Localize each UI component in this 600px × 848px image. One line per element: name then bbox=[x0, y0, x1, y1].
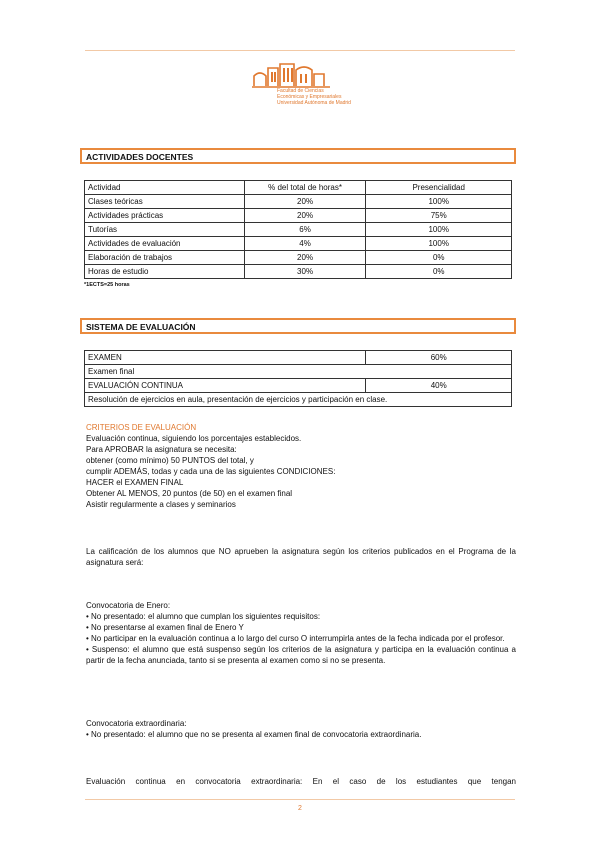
section-title-actividades: ACTIVIDADES DOCENTES bbox=[80, 148, 516, 164]
ects-note: *1ECTS=25 horas bbox=[84, 282, 130, 288]
evaluacion-table bbox=[84, 350, 512, 407]
table-cell: Tutorías bbox=[85, 223, 245, 237]
table-cell: EXAMEN bbox=[85, 351, 366, 365]
criterios-line: obtener (como mínimo) 50 PUNTOS del total, y bbox=[86, 456, 254, 465]
table-cell: 30% bbox=[244, 265, 366, 279]
table-row bbox=[85, 265, 512, 279]
table-row bbox=[85, 237, 512, 251]
table-cell: 20% bbox=[244, 209, 366, 223]
table-row bbox=[85, 251, 512, 265]
table-cell: 60% bbox=[366, 351, 512, 365]
enero-title: Convocatoria de Enero: bbox=[86, 601, 171, 610]
criterios-line: Asistir regularmente a clases y seminarios bbox=[86, 500, 236, 509]
table-row bbox=[85, 351, 512, 365]
footer-rule bbox=[85, 799, 515, 800]
table-row bbox=[85, 365, 512, 379]
enero-item: • No presentarse al examen final de Enero Y bbox=[86, 623, 244, 632]
logo-line: Económicas y Empresariales bbox=[277, 94, 342, 100]
calificacion-paragraph: La calificación de los alumnos que NO aprueben la asignatura según los criterios publicados en el Programa de la asignatura será: bbox=[86, 547, 516, 567]
enero-item: • Suspenso: el alumno que está suspenso según los criterios de la asignatura y participa en la evaluación continua a partir de la fecha anunciada, tanto si se presenta al examen como si no se presenta. bbox=[86, 645, 516, 665]
extraordinaria-title: Convocatoria extraordinaria: bbox=[86, 719, 187, 728]
table-cell: 0% bbox=[366, 265, 512, 279]
table-cell: Elaboración de trabajos bbox=[85, 251, 245, 265]
table-row bbox=[85, 379, 512, 393]
table-cell: Actividades de evaluación bbox=[85, 237, 245, 251]
table-cell: EVALUACIÓN CONTINUA bbox=[85, 379, 366, 393]
enero-block bbox=[86, 600, 516, 666]
table-cell: 75% bbox=[366, 209, 512, 223]
criterios-block bbox=[86, 422, 516, 510]
table-cell: 40% bbox=[366, 379, 512, 393]
table-cell: Horas de estudio bbox=[85, 265, 245, 279]
table-row bbox=[85, 393, 512, 407]
extraordinaria-block bbox=[86, 718, 516, 740]
table-cell: 100% bbox=[366, 223, 512, 237]
table-header-cell: Actividad bbox=[85, 181, 245, 195]
table-cell: Clases teóricas bbox=[85, 195, 245, 209]
criterios-line: cumplir ADEMÁS, todas y cada una de las siguientes CONDICIONES: bbox=[86, 467, 336, 476]
logo-line: Universidad Autónoma de Madrid bbox=[277, 100, 351, 106]
faculty-logo bbox=[250, 60, 360, 118]
enero-item: • No participar en la evaluación continua a lo largo del curso O interrumpirla antes de la fecha indicada por el profesor. bbox=[86, 634, 505, 643]
section-title-evaluacion: SISTEMA DE EVALUACIÓN bbox=[80, 318, 516, 334]
criterios-title: CRITERIOS DE EVALUACIÓN bbox=[86, 423, 197, 432]
table-header-cell: % del total de horas* bbox=[244, 181, 366, 195]
criterios-line: Para APROBAR la asignatura se necesita: bbox=[86, 445, 237, 454]
continua-extra-paragraph: Evaluación continua en convocatoria extraordinaria: En el caso de los estudiantes que tengan bbox=[86, 777, 516, 786]
criterios-line: Obtener AL MENOS, 20 puntos (de 50) en el examen final bbox=[86, 489, 293, 498]
table-cell: 100% bbox=[366, 237, 512, 251]
table-cell: Resolución de ejercicios en aula, presentación de ejercicios y participación en clase. bbox=[85, 393, 512, 407]
table-cell: 4% bbox=[244, 237, 366, 251]
logo-text bbox=[277, 88, 351, 106]
criterios-line: Evaluación continua, siguiendo los porcentajes establecidos. bbox=[86, 434, 302, 443]
table-header-row bbox=[85, 181, 512, 195]
actividades-table bbox=[84, 180, 512, 279]
extraordinaria-item: • No presentado: el alumno que no se presenta al examen final de convocatoria extraordinaria. bbox=[86, 730, 422, 739]
table-header-cell: Presencialidad bbox=[366, 181, 512, 195]
table-cell: 100% bbox=[366, 195, 512, 209]
table-row bbox=[85, 223, 512, 237]
table-cell: Actividades prácticas bbox=[85, 209, 245, 223]
page-number: 2 bbox=[298, 805, 302, 812]
table-cell: 20% bbox=[244, 251, 366, 265]
logo-line: Facultad de Ciencias bbox=[277, 88, 324, 94]
table-cell: 6% bbox=[244, 223, 366, 237]
criterios-line: HACER el EXAMEN FINAL bbox=[86, 478, 184, 487]
enero-item: • No presentado: el alumno que cumplan los siguientes requisitos: bbox=[86, 612, 321, 621]
table-row bbox=[85, 209, 512, 223]
building-logo-icon bbox=[250, 60, 360, 90]
table-row bbox=[85, 195, 512, 209]
table-cell: Examen final bbox=[85, 365, 512, 379]
header-rule bbox=[85, 50, 515, 51]
table-cell: 0% bbox=[366, 251, 512, 265]
table-cell: 20% bbox=[244, 195, 366, 209]
